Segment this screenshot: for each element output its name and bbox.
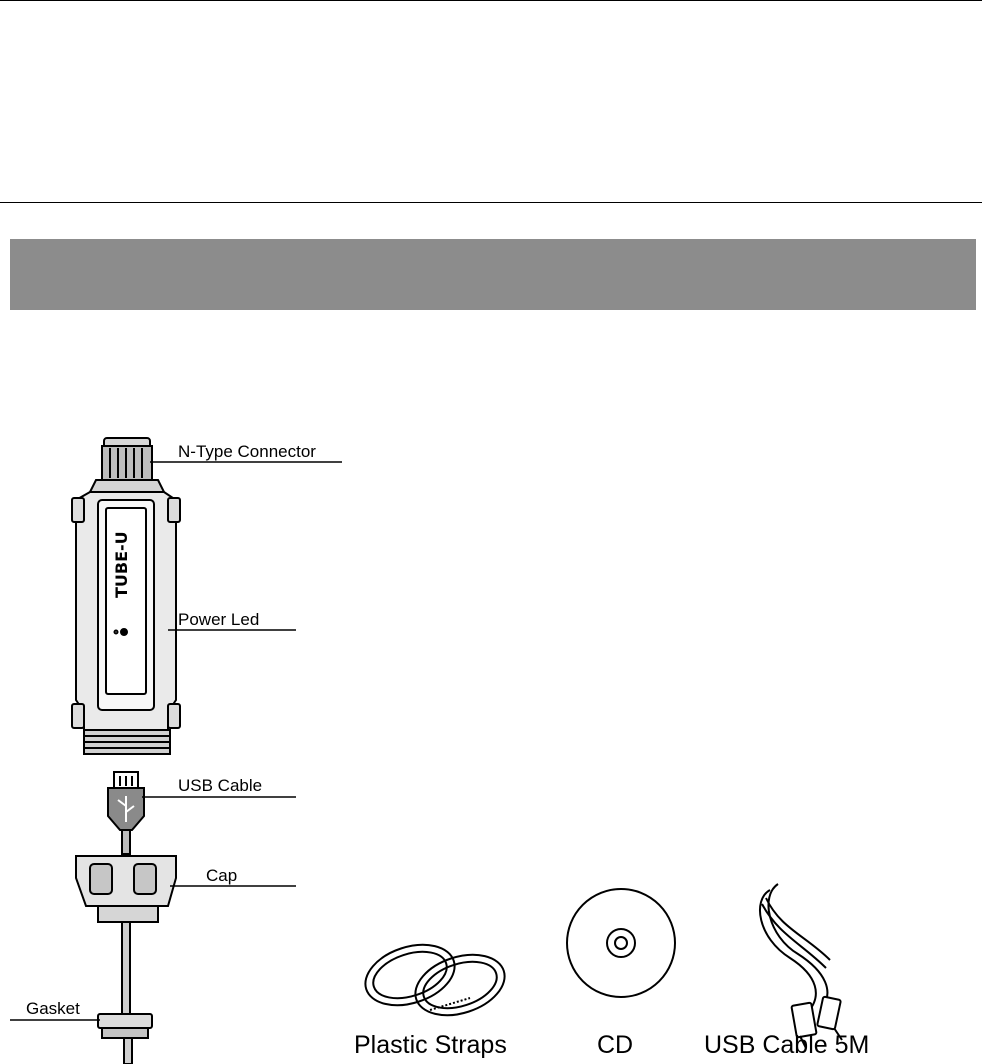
cd-illustration: [567, 889, 675, 997]
callout-n-type-connector: N-Type Connector: [178, 442, 316, 461]
caption-plastic-straps: Plastic Straps: [354, 1031, 507, 1059]
cap-illustration: [76, 856, 176, 1022]
callout-cap: Cap: [206, 866, 238, 885]
usb-cable-coil-illustration: [760, 884, 842, 1048]
device-logo: TUBE-U: [112, 531, 131, 598]
callout-power-led: Power Led: [178, 610, 260, 629]
plastic-straps-illustration: [358, 934, 513, 1026]
caption-usb-cable-5m: USB Cable 5M: [704, 1031, 870, 1059]
n-type-connector-illustration: [90, 438, 164, 492]
caption-cd: CD: [597, 1031, 634, 1059]
callout-usb-cable: USB Cable: [178, 776, 263, 795]
callout-gasket: Gasket: [26, 999, 80, 1018]
usb-plug-illustration: [108, 772, 144, 854]
gasket-illustration: [98, 1014, 152, 1064]
